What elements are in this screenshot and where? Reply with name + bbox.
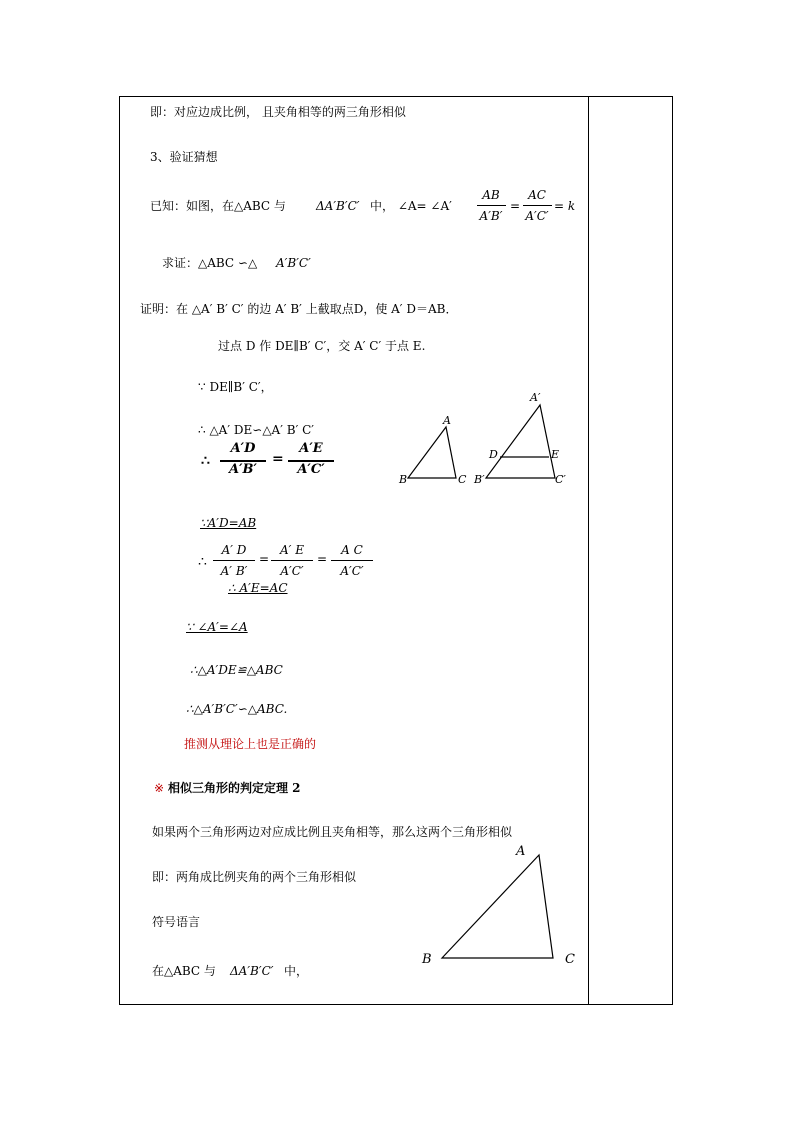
therefore-congruent: ∴△A′DE≌△ABC [190,663,283,677]
given-frac2-numerator: AC [528,188,546,202]
therefore-a1e-equals-ac: ∴ A′E=AC [228,581,288,595]
frac-a1e-numerator: A′ E [280,543,304,557]
symbolic-tail: 中， [284,964,309,978]
label-large-d: D [489,448,498,461]
prove-prefix: 求证：△ABC ∽△ [162,256,258,270]
label-large-a: A′ [530,391,541,404]
ratio1-numerator: A′D [230,441,256,456]
theorem-mark: ※ [154,781,165,795]
theorem-statement: 如果两个三角形两边对应成比例且夹角相等，那么这两个三角形相似 [152,825,513,839]
ratio2-numerator: A′E [299,441,323,456]
label-small-a: A [443,414,451,427]
theorem-triangle-abc [442,855,553,958]
proof-similar-triangles: ∴ △A′ DE∽△A′ B′ C′ [198,423,315,437]
given-frac1-numerator: AB [482,188,500,202]
given-equals: = [510,199,521,213]
since-a1d-equals-ab: ∵A′D=AB [200,516,257,530]
label-large-b: B′ [474,473,485,486]
frac-a1d-numerator: A′ D [221,543,247,557]
theorem-restatement: 即：两角成比例夹角的两个三角形相似 [152,870,357,884]
ratio1-denominator: A′B′ [229,462,257,477]
label-theorem-c: C [565,952,575,967]
symbolic-language-label: 符号语言 [152,915,201,929]
ratio1-equals: = [272,451,284,467]
therefore-similar: ∴△A′B′C′∽△ABC. [186,702,288,716]
frac-ac-denominator: A′C′ [340,564,364,578]
given-angle: 中， ∠A= ∠A′ [370,199,452,213]
given-k: = k [554,199,576,213]
since-angle-equal: ∵ ∠A′=∠A [186,620,248,634]
proof-step-1: 证明：在 △A′ B′ C′ 的边 A′ B′ 上截取点D，使 A′ D＝AB． [140,302,458,316]
frac-equals-2: = [317,552,328,566]
label-theorem-a: A [516,844,526,859]
conjecture-correct-note: 推测从理论上也是正确的 [184,737,317,751]
proof-step-2: 过点 D 作 DE∥B′ C′，交 A′ C′ 于点 E. [218,339,426,353]
label-small-b: B [399,473,408,486]
frac-equals-1: = [259,552,270,566]
symbolic-triangle: ΔA′B′C′ [230,964,274,978]
symbolic-prefix: 在△ABC 与 [152,964,216,978]
given-frac1-denominator: A′B′ [479,209,503,223]
label-small-c: C [458,473,467,486]
theorem-title: 相似三角形的判定定理 2 [168,781,301,795]
label-large-c: C′ [555,473,566,486]
therefore-symbol-1: ∴ [201,453,210,469]
proof-because-parallel: ∵ DE∥B′ C′， [198,380,273,394]
section-heading-verify: 3、验证猜想 [150,150,218,164]
given-triangle: ΔA′B′C′ [316,199,360,213]
ratio2-denominator: A′C′ [297,462,325,477]
given-frac2-denominator: A′C′ [525,209,549,223]
frac-a1d-denominator: A′ B′ [220,564,248,578]
label-theorem-b: B [422,952,432,967]
frac-a1e-denominator: A′C′ [280,564,304,578]
given-prefix: 已知：如图，在△ABC 与 [150,199,286,213]
prove-triangle: A′B′C′ [276,256,311,270]
text-line-1: 即：对应边成比例， 且夹角相等的两三角形相似 [150,105,406,119]
therefore-symbol-2: ∴ [198,554,207,570]
label-large-e: E [551,448,560,461]
frac-ac-numerator: A C [341,543,363,557]
